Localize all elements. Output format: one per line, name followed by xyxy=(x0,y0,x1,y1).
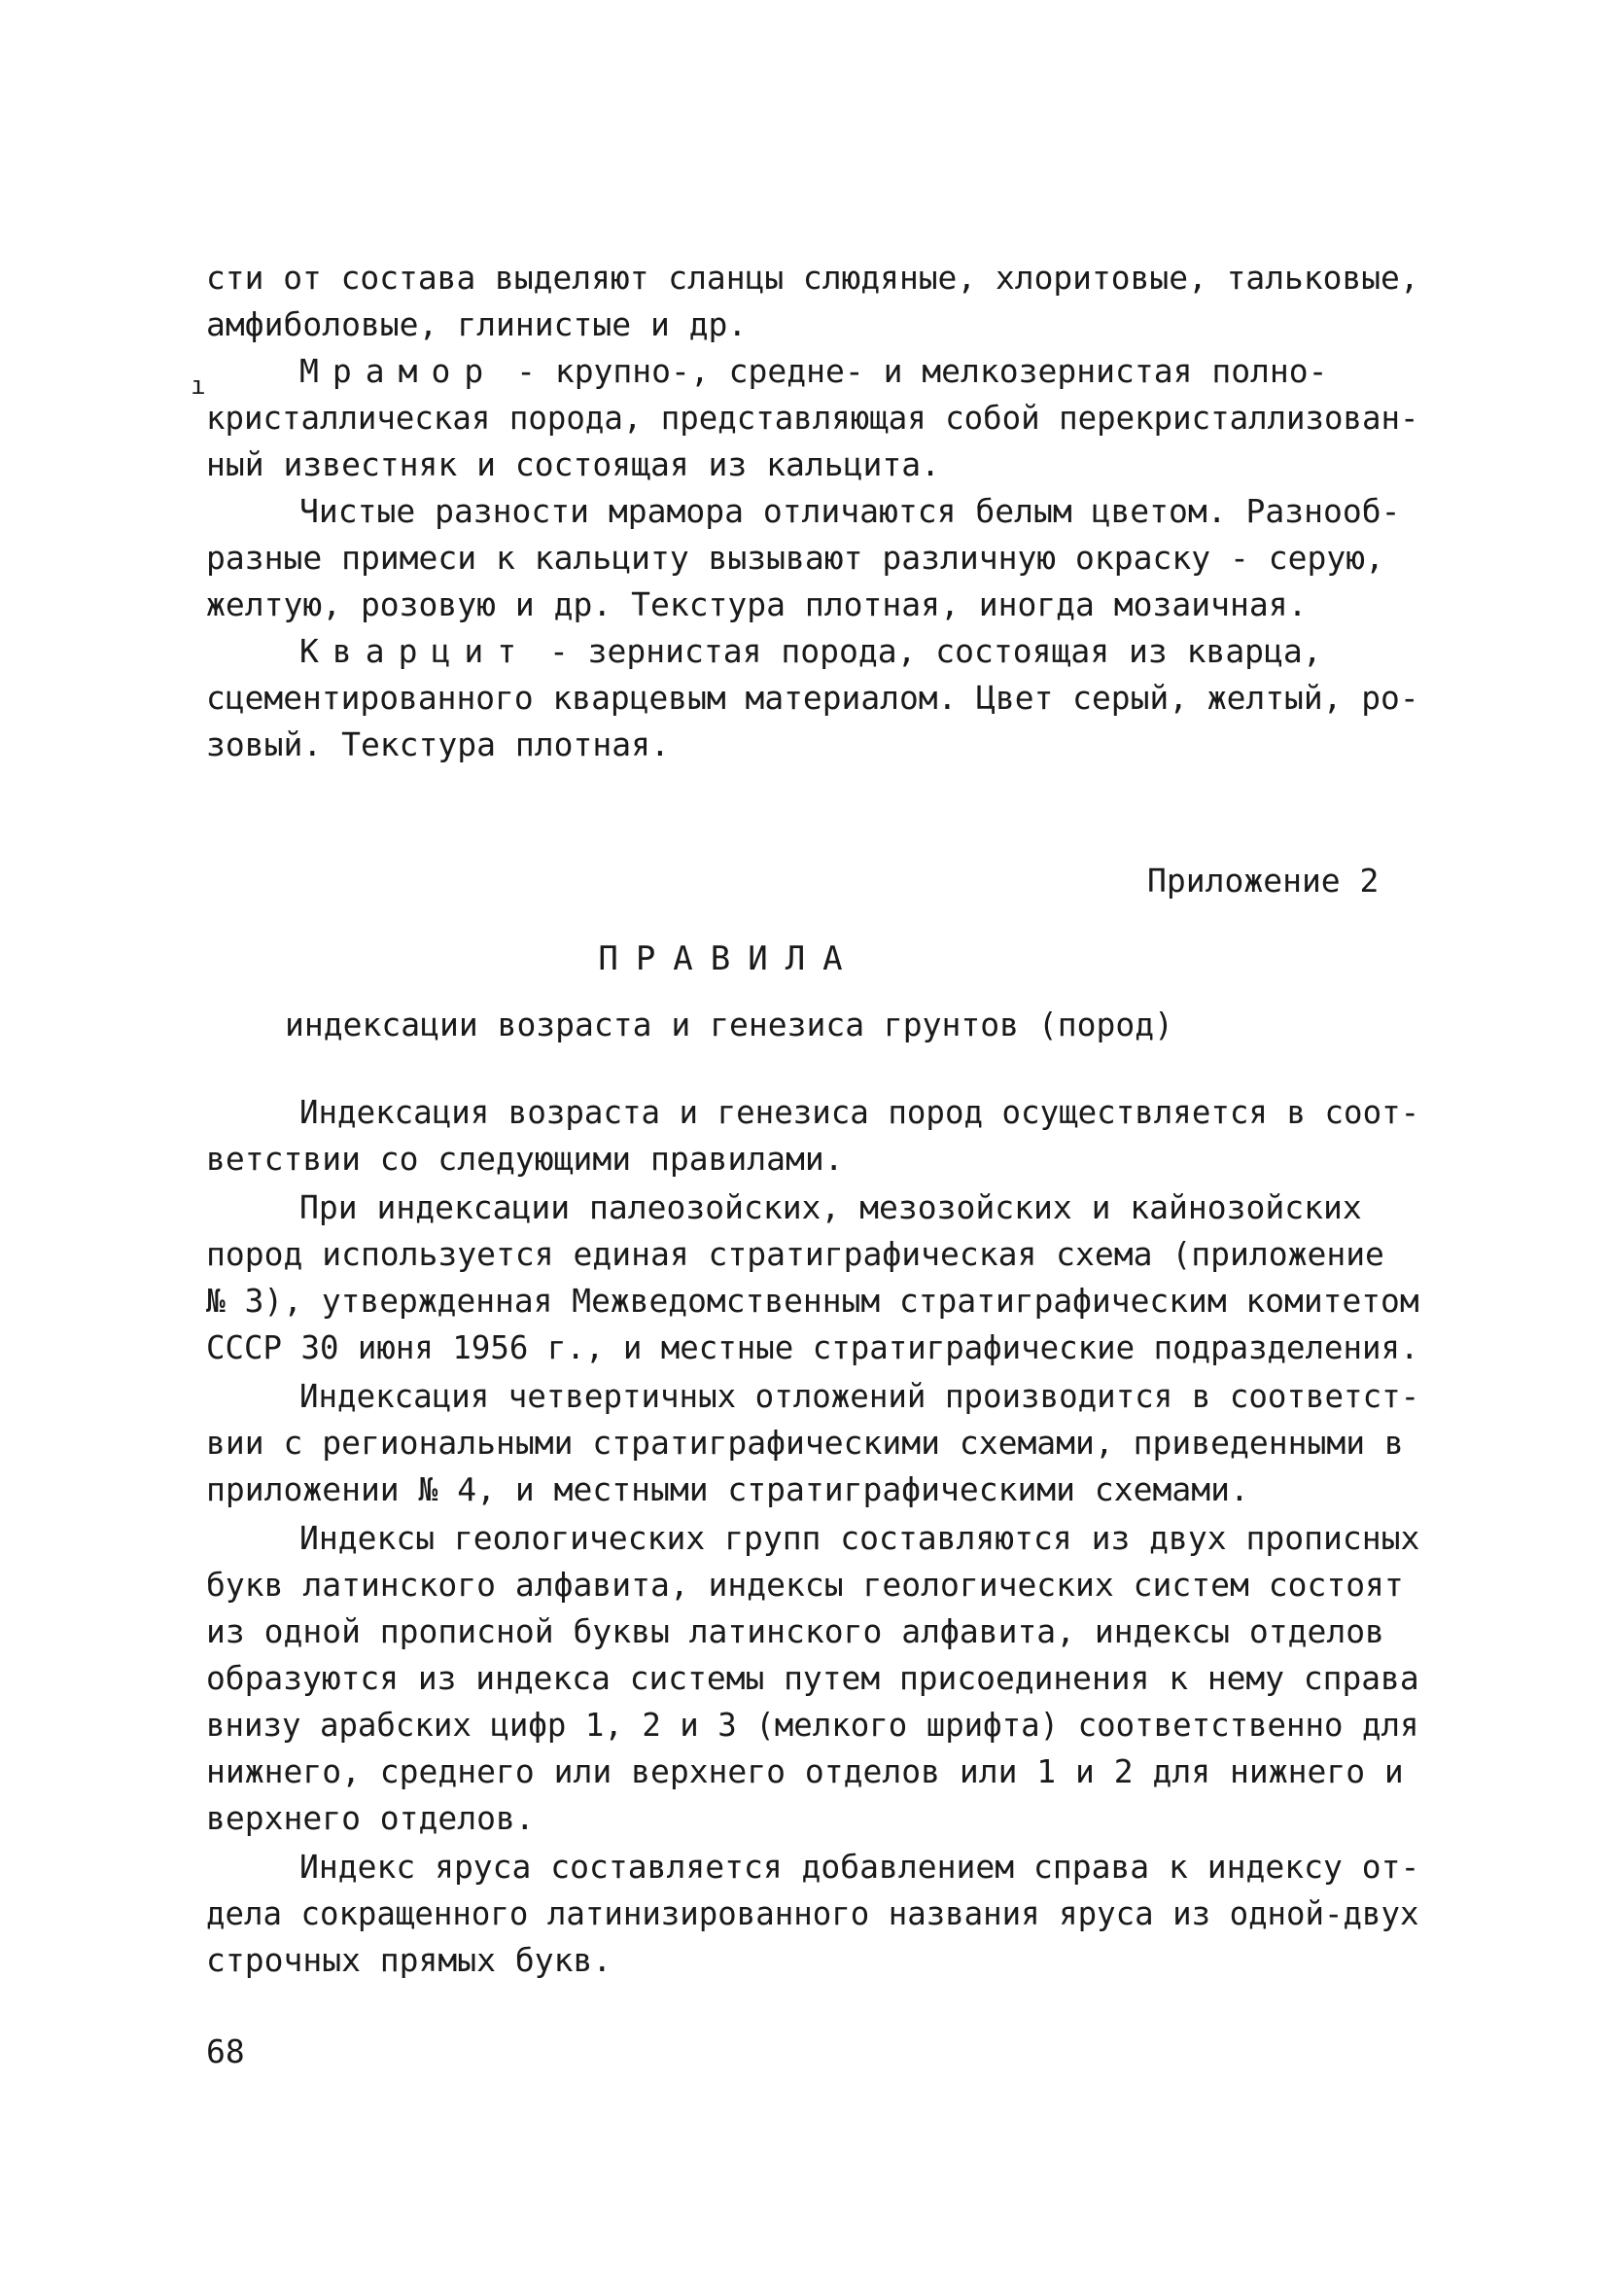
text-line: ный известняк и состоящая из кальцита. xyxy=(206,445,940,483)
text-line: букв латинского алфавита, индексы геологических систем состоят xyxy=(206,1566,1404,1604)
definition-marble xyxy=(299,352,1328,391)
text-line: Индексация четвертичных отложений производится в соответст- xyxy=(299,1377,1420,1415)
text-line: верхнего отделов. xyxy=(206,1799,535,1837)
text-line: амфиболовые, глинистые и др. xyxy=(206,305,748,343)
text-line: ветствии со следующими правилами. xyxy=(206,1140,844,1178)
text-line: сти от состава выделяют сланцы слюдяные, хлоритовые, тальковые, xyxy=(206,259,1419,297)
margin-mark: ı xyxy=(191,371,206,401)
text-line: № 3), утвержденная Межведомственным стратиграфическим комитетом xyxy=(206,1282,1419,1320)
text-line: кристаллическая порода, представляющая собой перекристаллизован- xyxy=(206,399,1419,437)
document-subtitle: индексации возраста и генезиса грунтов (пород) xyxy=(285,1006,1173,1043)
definition-text: - зернистая порода, состоящая из кварца, xyxy=(530,632,1322,670)
text-line: нижнего, среднего или верхнего отделов или 1 и 2 для нижнего и xyxy=(206,1752,1404,1790)
text-line: строчных прямых букв. xyxy=(206,1941,612,1979)
text-line: Индексация возраста и генезиса пород осуществляется в соот- xyxy=(299,1093,1420,1131)
text-line: пород используется единая стратиграфическая схема (приложение xyxy=(206,1235,1384,1273)
definition-text: - крупно-, средне- и мелкозернистая полно- xyxy=(497,352,1328,390)
appendix-label: Приложение 2 xyxy=(1147,862,1380,900)
text-line: Индексы геологических групп составляются из двух прописных xyxy=(299,1519,1420,1557)
text-line: образуются из индекса системы путем присоединения к нему справа xyxy=(206,1659,1419,1697)
text-line: вии с региональными стратиграфическими схемами, приведенными в xyxy=(206,1424,1404,1462)
text-line: сцементированного кварцевым материалом. Цвет серый, желтый, ро- xyxy=(206,679,1419,717)
text-line: СССР 30 июня 1956 г., и местные стратиграфические подразделения. xyxy=(206,1328,1419,1366)
text-line: разные примеси к кальциту вызывают различную окраску - серую, xyxy=(206,539,1384,577)
text-line: дела сокращенного латинизированного названия яруса из одной-двух xyxy=(206,1894,1419,1932)
term-marble: Мрамор xyxy=(299,352,498,390)
text-line: Чистые разности мрамора отличаются белым цветом. Разнооб- xyxy=(299,492,1401,530)
document-title: ПРАВИЛА xyxy=(598,939,860,978)
page-number: 68 xyxy=(206,2032,245,2070)
text-line: из одной прописной буквы латинского алфавита, индексы отделов xyxy=(206,1612,1384,1650)
text-line: зовый. Текстура плотная. xyxy=(206,725,670,763)
text-line: Индекс яруса составляется добавлением справа к индексу от- xyxy=(299,1848,1420,1886)
text-line: приложении № 4, и местными стратиграфическими схемами. xyxy=(206,1470,1249,1508)
text-line: При индексации палеозойских, мезозойских и кайнозойских xyxy=(299,1188,1362,1226)
text-line: желтую, розовую и др. Текстура плотная, иногда мозаичная. xyxy=(206,585,1308,623)
text-line: внизу арабских цифр 1, 2 и 3 (мелкого шрифта) соответственно для xyxy=(206,1706,1419,1744)
term-quartzite: Кварцит xyxy=(299,632,531,670)
definition-quartzite xyxy=(299,632,1322,671)
